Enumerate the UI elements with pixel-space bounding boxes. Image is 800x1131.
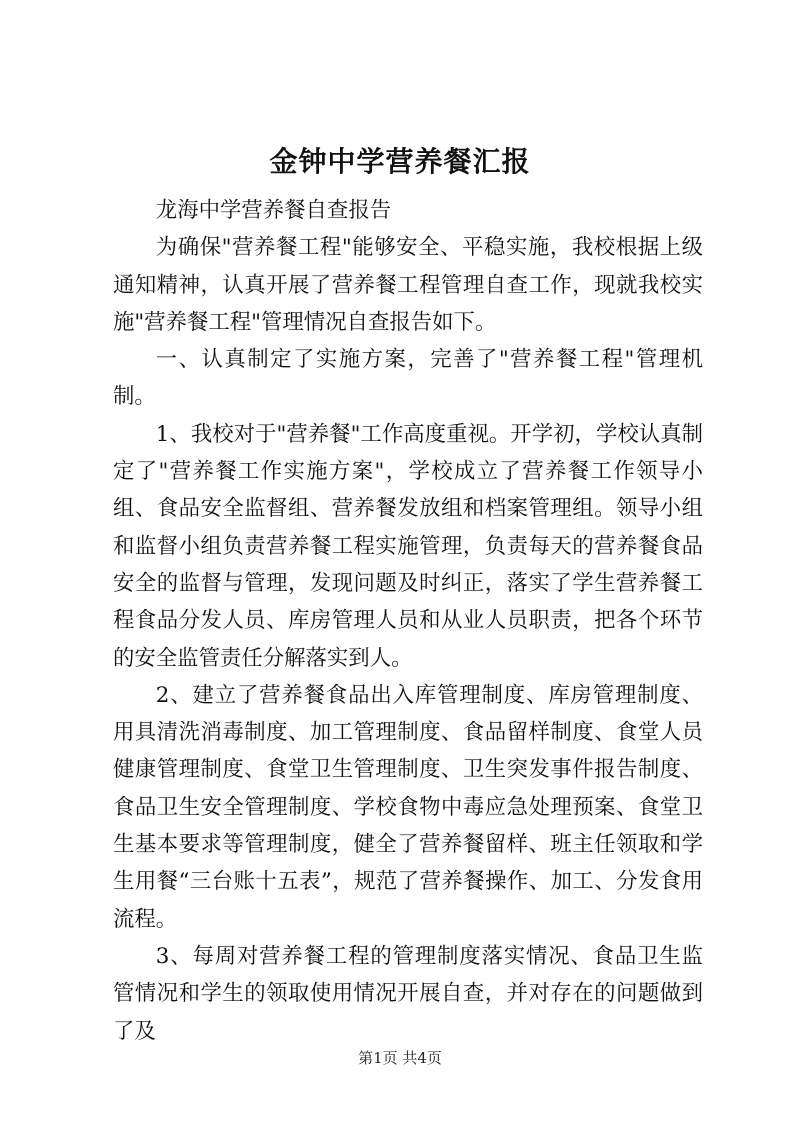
paragraph-1: 为确保"营养餐工程"能够安全、平稳实施，我校根据上级通知精神，认真开展了营养餐工程管理自查工作，现就我校实施"营养餐工程"管理情况自查报告如下。 xyxy=(113,235,703,335)
page-footer: 第1页 共4页 xyxy=(358,1049,442,1067)
paragraph-3: 1、我校对于"营养餐"工作高度重视。开学初，学校认真制定了"营养餐工作实施方案"，学校成立了营养餐工作领导小组、食品安全监督组、营养餐发放组和档案管理组。领导小组和监督小组负责营养餐工程实施管理，负责每天的营养餐食品安全的监督与管理，发现问题及时纠正，落实了学生营养餐工程食品分发人员、库房管理人员和从业人员职责，把各个环节的安全监管责任分解落实到人。 xyxy=(113,421,703,671)
paragraph-2: 一、认真制定了实施方案，完善了"营养餐工程"管理机制。 xyxy=(113,347,703,410)
document-body xyxy=(113,192,703,1050)
page-title: 金钟中学营养餐汇报 xyxy=(269,145,531,178)
paragraph-5: 3、每周对营养餐工程的管理制度落实情况、食品卫生监管情况和学生的领取使用情况开展自查，并对存在的问题做到了及 xyxy=(113,943,703,1044)
paragraph-4: 2、建立了营养餐食品出入库管理制度、库房管理制度、用具清洗消毒制度、加工管理制度、食品留样制度、食堂人员健康管理制度、食堂卫生管理制度、卫生突发事件报告制度、食品卫生安全管理制度、学校食物中毒应急处理预案、食堂卫生基本要求等管理制度，健全了营养餐留样、班主任领取和学生用餐“三台账十五表”，规范了营养餐操作、加工、分发食用流程。 xyxy=(113,682,703,932)
subtitle-line: 龙海中学营养餐自查报告 xyxy=(155,198,392,223)
